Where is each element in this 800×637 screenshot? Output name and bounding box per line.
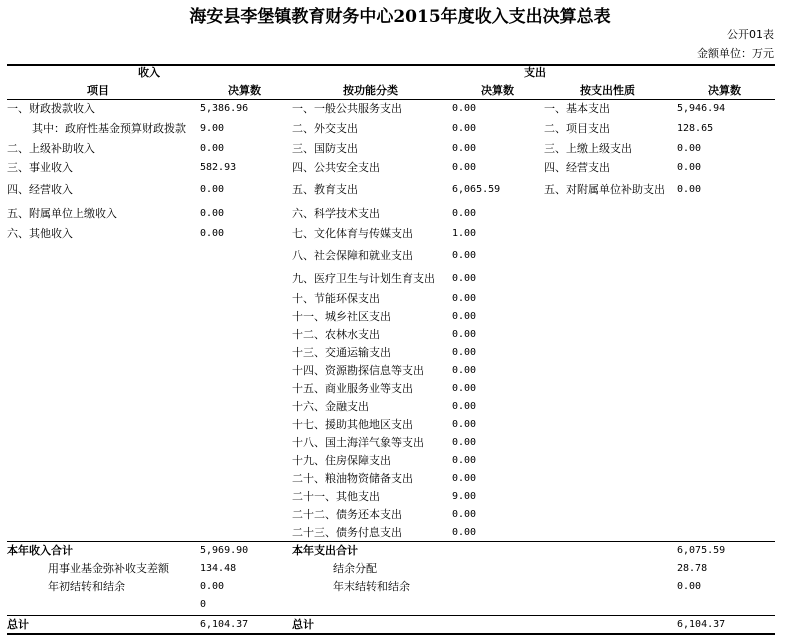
income-label: 五、附属单位上缴收入: [7, 207, 117, 220]
function-value: 0.00: [452, 509, 477, 520]
function-label: 十一、城乡社区支出: [292, 310, 391, 323]
nature-value: 5,946.94: [677, 103, 726, 114]
function-value: 1.00: [452, 228, 477, 239]
col-header-nature: 按支出性质: [580, 84, 635, 97]
function-value: 0.00: [452, 347, 477, 358]
function-label: 二十一、其他支出: [292, 490, 380, 503]
function-value: 0.00: [452, 293, 477, 304]
function-label: 二、外交支出: [292, 122, 358, 135]
function-value: 0.00: [452, 419, 477, 430]
totals-rule: [7, 541, 775, 542]
income-value: 0.00: [200, 228, 225, 239]
fund-value: 134.48: [200, 563, 237, 574]
nature-label: 四、经营支出: [544, 161, 610, 174]
function-label: 十三、交通运输支出: [292, 346, 391, 359]
function-label: 十、节能环保支出: [292, 292, 380, 305]
function-value: 0.00: [452, 437, 477, 448]
income-label: 四、经营收入: [7, 183, 73, 196]
function-label: 十八、国土海洋气象等支出: [292, 436, 424, 449]
function-label: 一、一般公共服务支出: [292, 102, 402, 115]
function-label: 十四、资源勘探信息等支出: [292, 364, 424, 377]
function-value: 0.00: [452, 455, 477, 466]
col-header-item: 项目: [87, 84, 109, 97]
income-value: 0.00: [200, 208, 225, 219]
expense-total-label: 本年支出合计: [292, 544, 358, 557]
income-value: 0.00: [200, 143, 225, 154]
function-value: 0.00: [452, 162, 477, 173]
income-value: 5,386.96: [200, 103, 249, 114]
expense-section-header: 支出: [524, 66, 546, 79]
function-label: 六、科学技术支出: [292, 207, 380, 220]
nature-label: 五、对附属单位补助支出: [544, 183, 665, 196]
function-value: 6,065.59: [452, 184, 501, 195]
function-label: 十五、商业服务业等支出: [292, 382, 413, 395]
income-label: 六、其他收入: [7, 227, 73, 240]
income-total-value: 5,969.90: [200, 545, 249, 556]
nature-label: 一、基本支出: [544, 102, 610, 115]
page-title: 海安县李堡镇教育财务中心2015年度收入支出决算总表: [189, 7, 611, 27]
begin-balance-extra: 0: [200, 599, 207, 610]
header-rule: [7, 99, 775, 100]
function-label: 二十、粮油物资储备支出: [292, 472, 413, 485]
income-label: 一、财政拨款收入: [7, 102, 95, 115]
function-value: 0.00: [452, 250, 477, 261]
grand-total-expense-label: 总计: [292, 618, 314, 631]
allocation-label: 结余分配: [333, 562, 377, 575]
function-label: 五、教育支出: [292, 183, 358, 196]
function-label: 八、社会保障和就业支出: [292, 249, 413, 262]
form-number: 公开01表: [727, 28, 774, 41]
table-top-rule: [7, 64, 775, 66]
expense-total-value: 6,075.59: [677, 545, 726, 556]
function-value: 0.00: [452, 103, 477, 114]
function-label: 四、公共安全支出: [292, 161, 380, 174]
function-value: 0.00: [452, 311, 477, 322]
col-header-amount-income: 决算数: [228, 84, 261, 97]
nature-label: 三、上缴上级支出: [544, 142, 632, 155]
function-value: 0.00: [452, 365, 477, 376]
grand-total-expense-value: 6,104.37: [677, 619, 726, 630]
col-header-function: 按功能分类: [343, 84, 398, 97]
income-label: 二、上级补助收入: [7, 142, 95, 155]
function-value: 0.00: [452, 401, 477, 412]
function-value: 0.00: [452, 527, 477, 538]
begin-balance-value: 0.00: [200, 581, 225, 592]
function-label: 二十三、债务付息支出: [292, 526, 402, 539]
function-value: 0.00: [452, 208, 477, 219]
income-section-header: 收入: [138, 66, 160, 79]
function-label: 三、国防支出: [292, 142, 358, 155]
income-label: 三、事业收入: [7, 161, 73, 174]
function-value: 0.00: [452, 383, 477, 394]
grand-total-income-value: 6,104.37: [200, 619, 249, 630]
unit-label: 金额单位：万元: [697, 47, 774, 60]
col-header-amount-function: 决算数: [481, 84, 514, 97]
allocation-value: 28.78: [677, 563, 708, 574]
income-label: 其中：政府性基金预算财政拨款: [32, 122, 186, 135]
function-label: 九、医疗卫生与计划生育支出: [292, 272, 435, 285]
function-value: 0.00: [452, 123, 477, 134]
grand-total-income-label: 总计: [7, 618, 29, 631]
income-total-label: 本年收入合计: [7, 544, 73, 557]
end-balance-value: 0.00: [677, 581, 702, 592]
begin-balance-label: 年初结转和结余: [48, 580, 125, 593]
function-label: 十六、金融支出: [292, 400, 369, 413]
nature-value: 0.00: [677, 162, 702, 173]
table-bottom-rule: [7, 633, 775, 635]
nature-value: 0.00: [677, 184, 702, 195]
function-label: 十二、农林水支出: [292, 328, 380, 341]
nature-label: 二、项目支出: [544, 122, 610, 135]
function-value: 0.00: [452, 273, 477, 284]
income-value: 0.00: [200, 184, 225, 195]
col-header-amount-nature: 决算数: [708, 84, 741, 97]
function-label: 二十二、债务还本支出: [292, 508, 402, 521]
nature-value: 0.00: [677, 143, 702, 154]
income-value: 9.00: [200, 123, 225, 134]
function-value: 0.00: [452, 143, 477, 154]
function-label: 七、文化体育与传媒支出: [292, 227, 413, 240]
function-value: 0.00: [452, 473, 477, 484]
function-value: 0.00: [452, 329, 477, 340]
income-value: 582.93: [200, 162, 237, 173]
nature-value: 128.65: [677, 123, 714, 134]
function-label: 十九、住房保障支出: [292, 454, 391, 467]
grand-total-rule: [7, 615, 775, 616]
fund-label: 用事业基金弥补收支差额: [48, 562, 169, 575]
function-label: 十七、援助其他地区支出: [292, 418, 413, 431]
function-value: 9.00: [452, 491, 477, 502]
end-balance-label: 年末结转和结余: [333, 580, 410, 593]
